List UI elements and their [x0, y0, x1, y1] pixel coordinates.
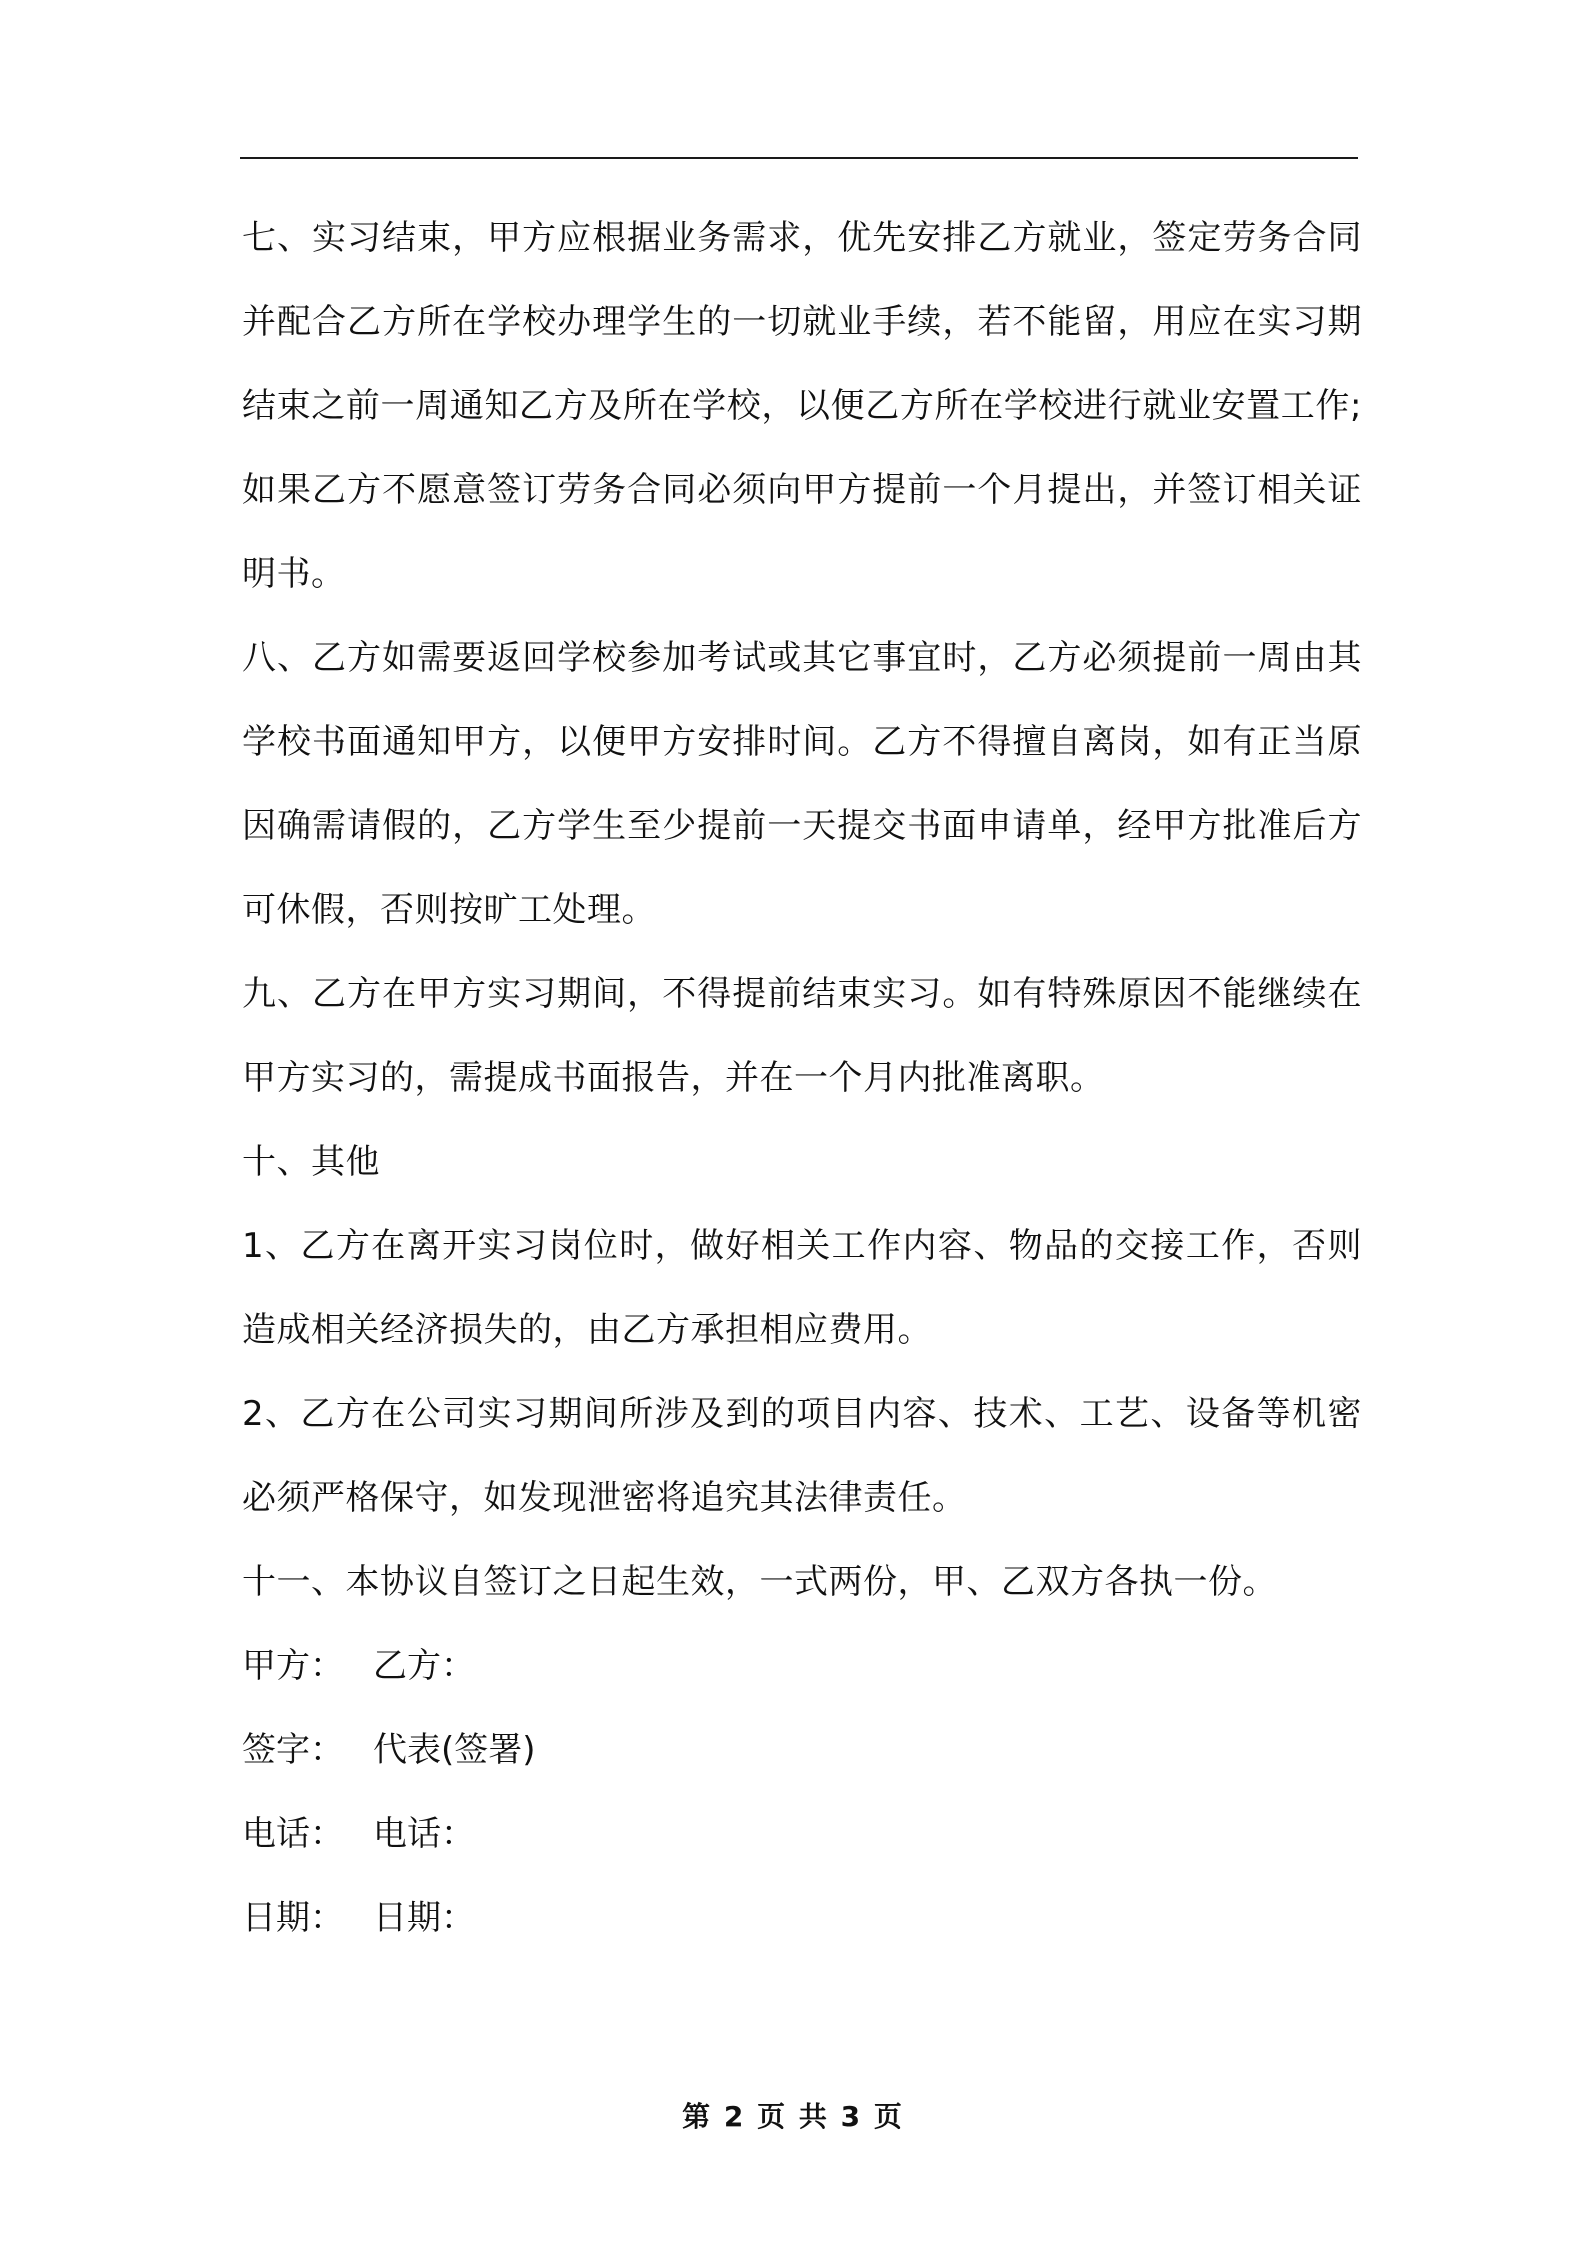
- clause-10-item-1: 1、乙方在离开实习岗位时，做好相关工作内容、物品的交接工作，否则造成相关经济损失的，由乙方承担相应费用。: [242, 1226, 1362, 1350]
- clause-11: 十一、本协议自签订之日起生效，一式两份，甲、乙双方各执一份。: [242, 1562, 1277, 1602]
- party-b-phone-label: 电话：: [373, 1814, 475, 1854]
- page-number: 第 2 页 共 3 页: [682, 2100, 904, 2133]
- signature-row-sign: [242, 1708, 1362, 1792]
- header-rule: [240, 157, 1358, 159]
- party-b-sign-label: 代表(签署): [373, 1730, 536, 1770]
- document-body: [242, 196, 1362, 1960]
- signature-row-party: [242, 1624, 1362, 1708]
- party-a-date-label: 日期：: [242, 1898, 344, 1938]
- party-a-sign-label: 签字：: [242, 1730, 344, 1770]
- clause-10-heading: 十、其他: [242, 1142, 380, 1182]
- clause-7: 七、实习结束，甲方应根据业务需求，优先安排乙方就业，签定劳务合同并配合乙方所在学校办理学生的一切就业手续，若不能留，用应在实习期结束之前一周通知乙方及所在学校，以便乙方所在学校进行就业安置工作;如果乙方不愿意签订劳务合同必须向甲方提前一个月提出，并签订相关证明书。: [242, 218, 1362, 594]
- clause-9: 九、乙方在甲方实习期间，不得提前结束实习。如有特殊原因不能继续在甲方实习的，需提成书面报告，并在一个月内批准离职。: [242, 974, 1362, 1098]
- signature-block: [242, 1624, 1362, 1960]
- party-a-phone-label: 电话：: [242, 1814, 344, 1854]
- signature-row-phone: [242, 1792, 1362, 1876]
- clause-8: 八、乙方如需要返回学校参加考试或其它事宜时，乙方必须提前一周由其学校书面通知甲方，以便甲方安排时间。乙方不得擅自离岗，如有正当原因确需请假的，乙方学生至少提前一天提交书面申请单，经甲方批准后方可休假，否则按旷工处理。: [242, 638, 1362, 930]
- party-b-date-label: 日期：: [373, 1898, 475, 1938]
- clause-10-item-2: 2、乙方在公司实习期间所涉及到的项目内容、技术、工艺、设备等机密必须严格保守，如发现泄密将追究其法律责任。: [242, 1394, 1362, 1518]
- party-a-label: 甲方：: [242, 1646, 344, 1686]
- signature-row-date: [242, 1876, 1362, 1960]
- party-b-label: 乙方：: [373, 1646, 475, 1686]
